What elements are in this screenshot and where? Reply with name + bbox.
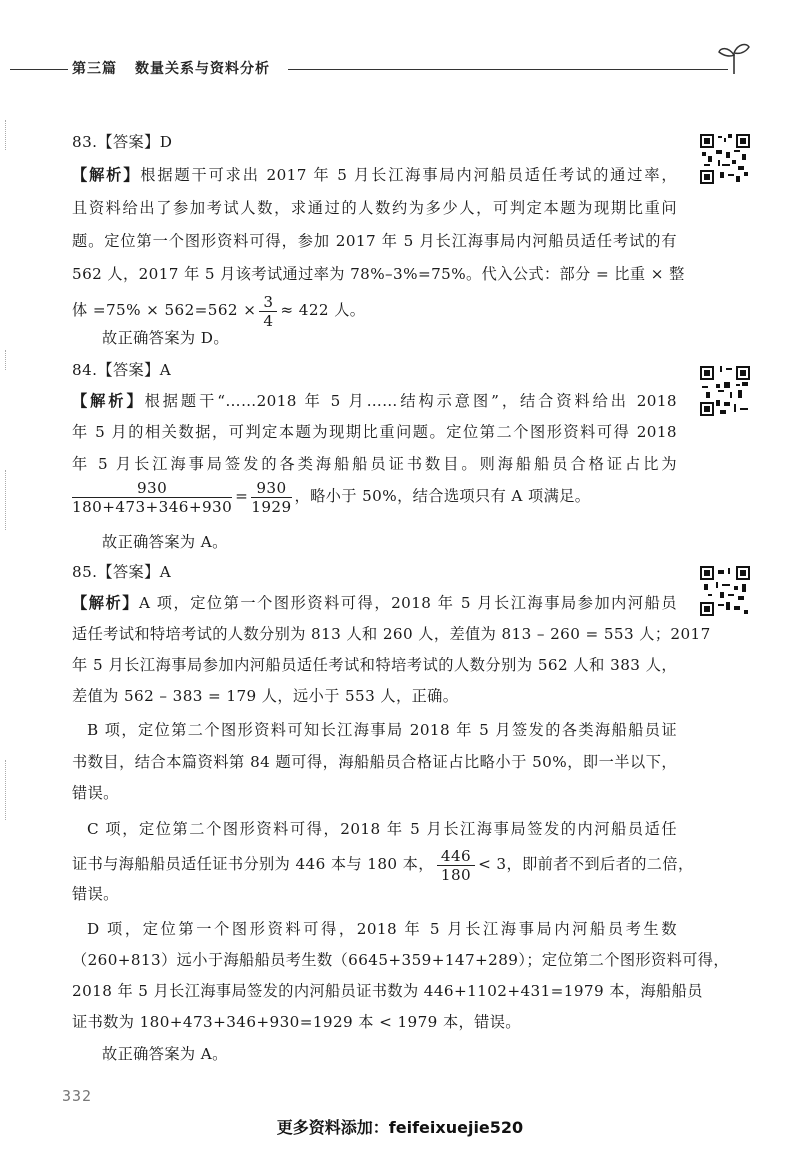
margin-mark bbox=[5, 120, 10, 150]
q83-text: 且资料给出了参加考试人数，求通过的人数约为多少人，可判定本题为现期比重问 bbox=[72, 199, 677, 217]
q84-formula-line bbox=[72, 476, 677, 516]
q85-option-d: D 项，定位第一个图形资料可得，2018 年 5 月长江海事局内河船员考生数 bbox=[87, 920, 677, 938]
q83-analysis-line bbox=[72, 165, 677, 185]
q85-text: （260+813）远小于海船船员考生数（6645+359+147+289）；定位第二个图形资料可得， bbox=[72, 951, 729, 969]
fraction-numerator: 930 bbox=[251, 479, 291, 498]
q84-text: 根据题干“……2018 年 5 月……结构示意图”，结合资料给出 2018 bbox=[144, 392, 677, 410]
fraction-numerator: 446 bbox=[437, 847, 475, 866]
q84-answer: 84.【答案】A bbox=[72, 361, 172, 379]
analysis-tag: 【解析】 bbox=[72, 392, 145, 410]
header-rule-left bbox=[10, 69, 68, 70]
q85-text: < 3，即前者不到后者的二倍， bbox=[478, 855, 694, 873]
q85-option-c: C 项，定位第二个图形资料可得，2018 年 5 月长江海事局签发的内河船员适任 bbox=[87, 820, 677, 838]
q85-text: 错误。 bbox=[72, 784, 119, 802]
q85-text: 书数目，结合本篇资料第 84 题可得，海船船员合格证占比略小于 50%，即一半以下， bbox=[72, 753, 677, 771]
q84-text: 年 5 月的相关数据，可判定本题为现期比重问题。定位第二个图形资料可得 2018 bbox=[72, 423, 677, 441]
q85-text: 2018 年 5 月长江海事局签发的内河船员证书数为 446+1102+431=1979 本，海船船员 bbox=[72, 982, 703, 1000]
q83-text: 根据题干可求出 2017 年 5 月长江海事局内河船员适任考试的通过率， bbox=[140, 166, 677, 184]
q85-text: 错误。 bbox=[72, 885, 119, 903]
q85-analysis-line bbox=[72, 593, 677, 613]
qr-code-icon[interactable] bbox=[700, 566, 750, 616]
page-number: 332 bbox=[62, 1087, 93, 1105]
q85-text: 差值为 562 – 383 = 179 人，远小于 553 人，正确。 bbox=[72, 687, 459, 705]
q84-text: 年 5 月长江海事局签发的各类海船船员证书数目。则海船船员合格证占比为 bbox=[72, 455, 677, 473]
q85-text: 适任考试和特培考试的人数分别为 813 人和 260 人，差值为 813 – 260 = 553 人；2017 bbox=[72, 625, 711, 643]
q83-text: 562 人，2017 年 5 月该考试通过率为 78%–3%=75%。代入公式：部分 = 比重 × 整 bbox=[72, 265, 685, 283]
margin-mark bbox=[5, 760, 10, 820]
margin-mark bbox=[5, 470, 10, 530]
equals-sign: = bbox=[235, 487, 249, 505]
q84-conclusion: 故正确答案为 A。 bbox=[102, 533, 228, 551]
q85-answer: 85.【答案】A bbox=[72, 563, 172, 581]
analysis-tag: 【解析】 bbox=[72, 166, 141, 184]
q83-text: 题。定位第一个图形资料可得，参加 2017 年 5 月长江海事局内河船员适任考试的有 bbox=[72, 232, 677, 250]
fraction-numerator: 3 bbox=[259, 293, 277, 312]
qr-code-icon[interactable] bbox=[700, 366, 750, 416]
header-section-title: 数量关系与资料分析 bbox=[135, 61, 270, 77]
header-part: 第三篇 bbox=[72, 61, 117, 77]
fraction-denominator: 180 bbox=[440, 865, 472, 884]
q85-conclusion: 故正确答案为 A。 bbox=[102, 1045, 228, 1063]
fraction bbox=[437, 847, 475, 884]
q85-formula-line bbox=[72, 844, 694, 884]
fraction bbox=[259, 293, 277, 330]
q83-text: ≈ 422 人。 bbox=[280, 301, 366, 319]
sprout-icon bbox=[716, 38, 752, 76]
q83-formula-line bbox=[72, 290, 677, 330]
qr-code-icon[interactable] bbox=[700, 134, 750, 184]
q85-text: 证书与海船船员适任证书分别为 446 本与 180 本， bbox=[72, 855, 434, 873]
q85-option-b: B 项，定位第二个图形资料可知长江海事局 2018 年 5 月签发的各类海船船员证 bbox=[87, 721, 677, 739]
q85-text: 年 5 月长江海事局参加内河船员适任考试和特培考试的人数分别为 562 人和 383 人， bbox=[72, 656, 677, 674]
margin-mark bbox=[5, 350, 10, 370]
fraction-denominator: 180+473+346+930 bbox=[72, 497, 233, 516]
q84-text: ，略小于 50%，结合选项只有 A 项满足。 bbox=[294, 487, 591, 505]
running-header bbox=[10, 58, 750, 78]
fraction bbox=[72, 479, 232, 516]
q84-analysis-line bbox=[72, 391, 677, 411]
fraction-denominator: 4 bbox=[263, 311, 274, 330]
q85-text: 证书数为 180+473+346+930=1929 本 < 1979 本，错误。 bbox=[72, 1013, 521, 1031]
q85-text: A 项，定位第一个图形资料可得，2018 年 5 月长江海事局参加内河船员 bbox=[138, 594, 677, 612]
footer-note: 更多资料添加：feifeixuejie520 bbox=[276, 1118, 524, 1137]
q83-answer: 83.【答案】D bbox=[72, 133, 173, 151]
header-rule-right bbox=[288, 69, 728, 70]
header-title bbox=[72, 58, 270, 78]
fraction-numerator: 930 bbox=[72, 479, 232, 498]
fraction bbox=[251, 479, 291, 516]
q83-conclusion: 故正确答案为 D。 bbox=[102, 329, 229, 347]
fraction-denominator: 1929 bbox=[251, 497, 292, 516]
analysis-tag: 【解析】 bbox=[72, 594, 139, 612]
q83-text: 体 =75% × 562=562 × bbox=[72, 301, 257, 319]
